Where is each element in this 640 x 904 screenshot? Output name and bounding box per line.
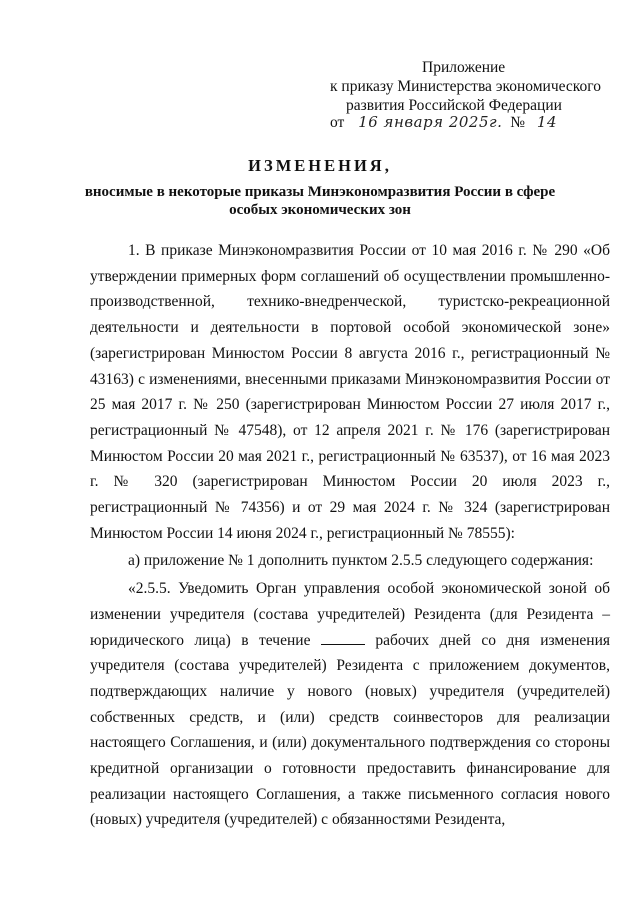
paragraph-3-end: рабочих дней со дня изменения учредителя (состава учредителей) Резидента с приложением документов, подтверждающих наличие у нового (новых) учредителя (учредителей) собственных средств, и (или) средств соинвесторов для реализации настоящего Соглашения, и (или) документального подтверждения со стороны кредитной организации о готовности предоставить финансирование для реализации настоящего Соглашения, а также письменного согласия нового (новых) учредителя (учредителей) с обязанностями Резидента, [90, 631, 611, 829]
handwritten-date: 16 января 2025г. [358, 113, 503, 131]
handwritten-number: 14 [536, 113, 558, 131]
paragraph-2: а) приложение № 1 дополнить пунктом 2.5.5 следующего содержания: [128, 552, 594, 570]
appendix-date-line [330, 113, 557, 132]
date-prefix: от [330, 114, 345, 131]
appendix-label: Приложение [422, 59, 506, 76]
number-label: № [510, 114, 526, 131]
document-body [90, 238, 610, 833]
document-subtitle: вносимые в некоторые приказы Минэкономразвития России в сфере особых экономических зон [84, 184, 556, 218]
paragraph-3-start: «2.5.5. Уведомить Орган управления особой экономической зоной об изменении учредителя (состава учредителей) Резидента (для Резидента – юридического лица) в течение [90, 580, 610, 649]
paragraph-1: 1. В приказе Минэкономразвития России от 10 мая 2016 г. № 290 «Об утверждении примерных форм соглашений об осуществлении промышленно-производственной, технико-внедренческой, туристско-рекреационной деятельности и деятельности в портовой особой экономической зоне» (зарегистрирован Минюстом России 8 августа 2016 г., регистрационный № 43163) с изменениями, внесенными приказами Минэкономразвития России от 25 мая 2017 г. № 250 (зарегистрирован Минюстом России 27 июля 2017 г., регистрационный № 47548), от 12 апреля 2021 г. № 176 (зарегистрирован Минюстом России 20 мая 2021 г., регистрационный № 63537), от 16 мая 2023 г. № 320 (зарегистрирован Минюстом России 20 июля 2023 г., регистрационный № 74356) и от 29 мая 2024 г. № 324 (зарегистрирован Минюстом России 14 июня 2024 г., регистрационный № 78555): [90, 242, 610, 542]
appendix-order-line: к приказу Министерства экономического [330, 78, 601, 95]
document-title: ИЗМЕНЕНИЯ, [248, 156, 392, 175]
paragraph-3 [90, 576, 610, 833]
appendix-ministry-line: развития Российской Федерации [346, 97, 562, 114]
blank-field [321, 630, 365, 645]
